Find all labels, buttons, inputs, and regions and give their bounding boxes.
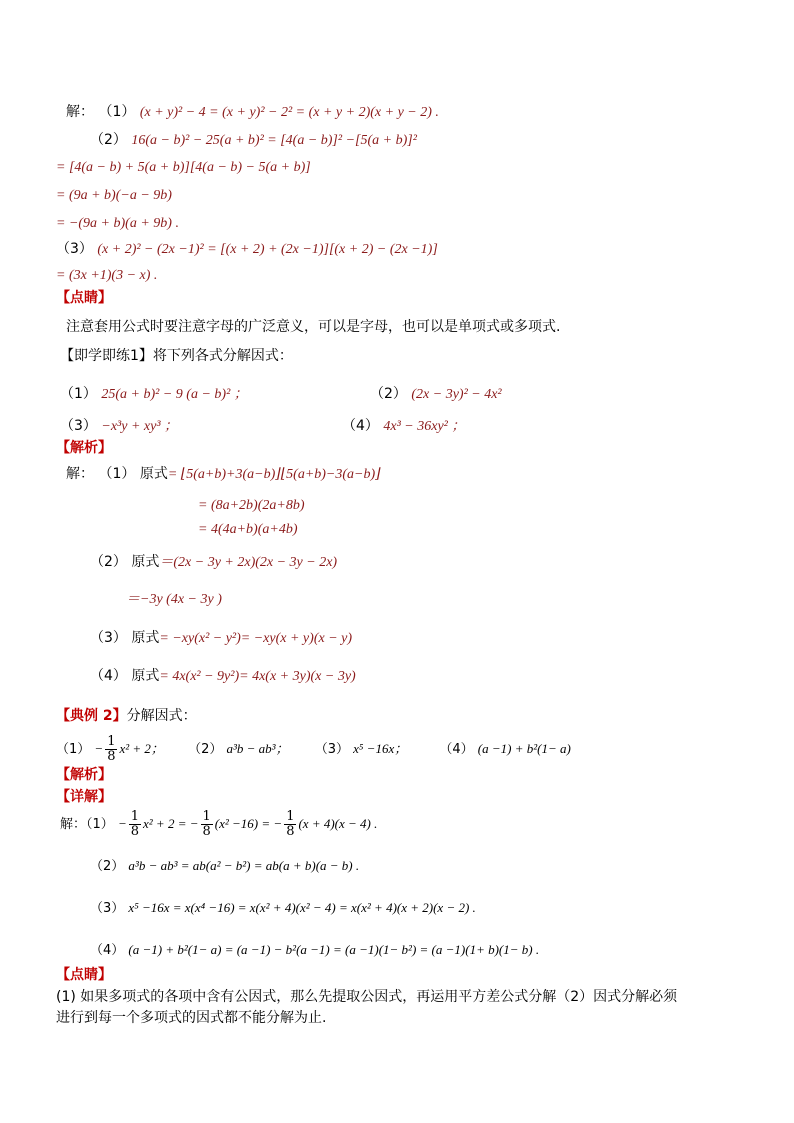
tip-text-line-1: (1) 如果多项式的各项中含有公因式，那么先提取公因式，再运用平方差公式分解（2）因式分解必须 [56,989,678,1005]
math-expression: (x + 2)² − (2x −1)² = [(x + 2) + (2x −1)][(x + 2) − (2x −1)] [97,242,438,257]
part-number: （3） [56,241,93,257]
tip-heading: 【点睛】 [56,967,112,983]
math-step: = (9a + b)(−a − 9b) [56,188,172,203]
example-text: 分解因式： [126,708,197,724]
part-number: （3） [314,742,349,757]
part-number: （2） [90,554,127,570]
minus-sign: − [94,741,104,756]
fraction-denominator: 8 [286,824,295,839]
math-expression: a³b − ab³ = ab(a² − b²) = ab(a + b)(a − b) . [128,858,360,873]
fraction-denominator: 8 [107,749,116,764]
original-expression-label: 原式 [131,554,160,570]
fraction-numerator: 1 [286,809,295,824]
math-expression: (a −1) + b²(1− a) [477,741,571,756]
math-step: = −(9a + b)(a + 9b) . [56,216,179,231]
math-expression: (2x − 3y)² − 4x² [411,387,502,402]
part-number: （2） [90,859,125,874]
math-expression: x⁵ −16x = x(x⁴ −16) = x(x² + 4)(x² − 4) = x(x² + 4)(x + 2)(x − 2) . [128,900,476,915]
math-expression: a³b − ab³； [226,741,289,756]
detail-heading: 【详解】 [56,789,112,805]
math-expression: (x + 4)(x − 4) . [298,816,378,831]
part-number: （3） [90,630,127,646]
solution-3-line [56,239,438,260]
detail-answer-3 [90,898,476,919]
math-step: = [4(a − b) + 5(a + b)][4(a − b) − 5(a + b)] [56,160,311,175]
math-step: = (8a+2b)(2a+8b) [198,498,305,513]
fraction-numerator: 1 [202,809,211,824]
math-expression: −x³y + xy³ ； [101,419,179,434]
math-step: ＝−3y (4x − 3y ) [126,592,222,607]
practice-question-1 [60,384,248,405]
tip-text-line-2: 进行到每一个多项式的因式都不能分解为止. [56,1010,327,1026]
analysis-answer-2 [90,552,337,573]
analysis-heading: 【解析】 [56,440,112,456]
solution-label: 解： [60,817,87,832]
math-expression: 25(a + b)² − 9 (a − b)² ； [101,387,248,402]
math-step: = (3x +1)(3 − x) . [56,268,158,283]
detail-answer-4 [90,940,539,961]
math-expression: (x² −16) = − [214,816,283,831]
analysis-answer-3 [90,628,352,649]
part-number: （4） [90,668,127,684]
part-number: （1） [60,386,97,402]
math-expression: = ⌊5(a+b)+3(a−b)⌋⌊5(a+b)−3(a−b)⌋ [167,467,381,482]
math-expression: = −xy(x² − y²)= −xy(x + y)(x − y) [159,631,353,646]
part-number: （1） [56,742,91,757]
part-number: （1） [98,104,136,120]
original-expression-label: 原式 [131,630,160,646]
example-bracket: 【典例 2】 [56,708,127,724]
part-number: （3） [90,901,125,916]
part-number: （1） [86,817,114,832]
fraction [284,810,296,839]
math-expression: x² + 2； [119,741,164,756]
solution-label: 解： [66,466,94,482]
solution-1-line [66,102,439,123]
math-expression: 16(a − b)² − 25(a + b)² = [4(a − b)]² −[5(a + b)]² [131,133,417,148]
detail-answer-2 [90,856,359,877]
part-number: （3） [60,418,97,434]
fraction [129,810,141,839]
solution-2-line [90,130,417,151]
fraction [105,735,117,764]
practice-question-2 [370,384,502,405]
tip-heading: 【点睛】 [56,290,112,306]
fraction-numerator: 1 [107,734,116,749]
example-heading [56,706,197,726]
part-number: （2） [370,386,407,402]
math-expression: (a −1) + b²(1− a) = (a −1) − b²(a −1) = (a −1)(1− b²) = (a −1)(1+ b)(1− b) . [128,942,540,957]
example-questions [56,731,571,767]
part-number: （4） [90,943,125,958]
fraction-denominator: 8 [202,824,211,839]
fraction-numerator: 1 [130,809,139,824]
practice-heading: 【即学即练1】将下列各式分解因式： [60,348,293,364]
math-expression: = 4x(x² − 9y²)= 4x(x + 3y)(x − 3y) [159,669,356,684]
original-expression-label: 原式 [139,466,168,482]
practice-question-4 [342,416,465,437]
part-number: （2） [188,742,223,757]
part-number: （4） [342,418,379,434]
math-expression: (x + y)² − 4 = (x + y)² − 2² = (x + y + 2)(x + y − 2) . [139,105,439,120]
fraction-denominator: 8 [130,824,139,839]
detail-answer-1 [60,806,377,842]
math-step: = 4(4a+b)(a+4b) [198,522,298,537]
minus-sign: − [117,816,127,831]
math-expression: x² + 2 = − [143,816,199,831]
analysis-answer-4 [90,666,356,687]
part-number: （1） [98,466,136,482]
math-expression: x⁵ −16x； [353,741,408,756]
math-expression: ＝(2x − 3y + 2x)(2x − 3y − 2x) [159,555,338,570]
original-expression-label: 原式 [131,668,160,684]
solution-label: 解： [66,104,94,120]
tip-text: 注意套用公式时要注意字母的广泛意义，可以是字母，也可以是单项式或多项式. [66,319,561,335]
practice-question-3 [60,416,178,437]
analysis-answer-1 [66,464,381,485]
fraction [201,810,213,839]
analysis-heading: 【解析】 [56,767,112,783]
part-number: （4） [439,742,474,757]
part-number: （2） [90,132,127,148]
math-expression: 4x³ − 36xy² ； [383,419,466,434]
